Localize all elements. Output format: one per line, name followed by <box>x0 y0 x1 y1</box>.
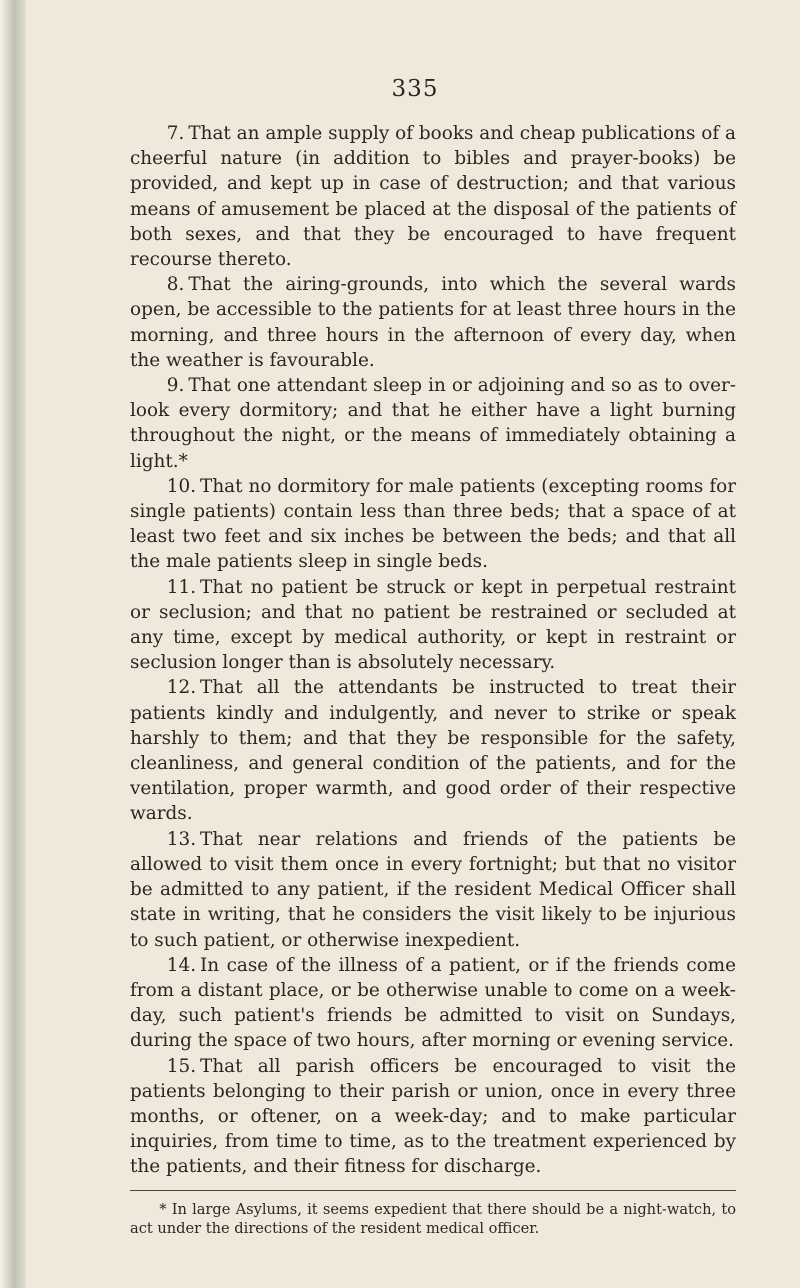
paragraph-number: 10. <box>166 475 197 497</box>
paragraph-15 <box>130 1054 736 1180</box>
body-text <box>130 121 736 1180</box>
footnote: * In large Asylums, it seems expedient that there should be a night-watch, to act under the directions of the resident medical officer. <box>130 1201 736 1237</box>
paragraph-9 <box>130 373 736 474</box>
paragraph-11 <box>130 575 736 676</box>
paragraph-number: 8. <box>166 274 185 296</box>
paragraph-text: That all the attendants be instructed to treat their patients kindly and indulgently, and never to strike or speak harshly to them; and that they be responsible for the safety, cleanliness, and general condition of the patients, and for the ventilation, proper warmth, and good order of their respective wards. <box>130 677 736 825</box>
paragraph-text: That no dormitory for male patients (excepting rooms for single patients) contain less than three beds; that a space of at least two feet and six inches be between the beds; and that all the male patients sleep in single beds. <box>130 475 736 573</box>
paragraph-text: In case of the illness of a patient, or if the friends come from a distant place, or be otherwise unable to come on a week-day, such patient's friends be admitted to visit on Sundays, during the space of two hours, after morning or evening service. <box>130 954 736 1052</box>
binding-edge <box>0 0 26 1288</box>
paragraph-number: 9. <box>166 375 185 397</box>
book-page <box>30 0 800 1288</box>
paragraph-7 <box>130 121 736 272</box>
paragraph-8 <box>130 272 736 373</box>
paragraph-12 <box>130 675 736 826</box>
paragraph-text: That the airing-grounds, into which the several wards open, be accessible to the patients for at least three hours in the morning, and three hours in the afternoon of every day, when the weather is favourable. <box>130 274 736 371</box>
footnote-rule <box>130 1190 736 1191</box>
paragraph-number: 14. <box>166 954 197 976</box>
paragraph-text: That one attendant sleep in or adjoining and so as to over-look every dormitory; and that he either have a light burning throughout the night, or the means of immediately obtaining a light.* <box>130 375 736 472</box>
paragraph-10 <box>130 474 736 575</box>
paragraph-text: That an ample supply of books and cheap publications of a cheerful nature (in addition to bibles and prayer-books) be provided, and kept up in case of destruction; and that various means of amusement be placed at the disposal of the patients of both sexes, and that they be encouraged to have frequent recourse thereto. <box>130 123 736 271</box>
paragraph-number: 12. <box>166 677 197 699</box>
paragraph-text: That all parish officers be encouraged to visit the patients belonging to their parish or union, once in every three months, or oftener, on a week-day; and to make particular inquiries, from time to time, as to the treatment experienced by the patients, and their fitness for discharge. <box>130 1055 736 1178</box>
paragraph-14 <box>130 953 736 1054</box>
paragraph-13 <box>130 827 736 953</box>
paragraph-number: 13. <box>166 828 197 850</box>
paragraph-text: That no patient be struck or kept in perpetual restraint or seclusion; and that no patient be restrained or secluded at any time, except by medical authority, or kept in restraint or seclusion longer than is absolutely necessary. <box>130 576 736 674</box>
paragraph-text: That near relations and friends of the patients be allowed to visit them once in every fortnight; but that no visitor be admitted to any patient, if the resident Medical Officer shall state in writing, that he considers the visit likely to be injurious to such patient, or otherwise inexpedient. <box>130 828 736 951</box>
paragraph-number: 7. <box>166 123 185 144</box>
paragraph-number: 11. <box>166 576 197 598</box>
page-number: 335 <box>391 76 439 102</box>
paragraph-number: 15. <box>166 1055 197 1077</box>
